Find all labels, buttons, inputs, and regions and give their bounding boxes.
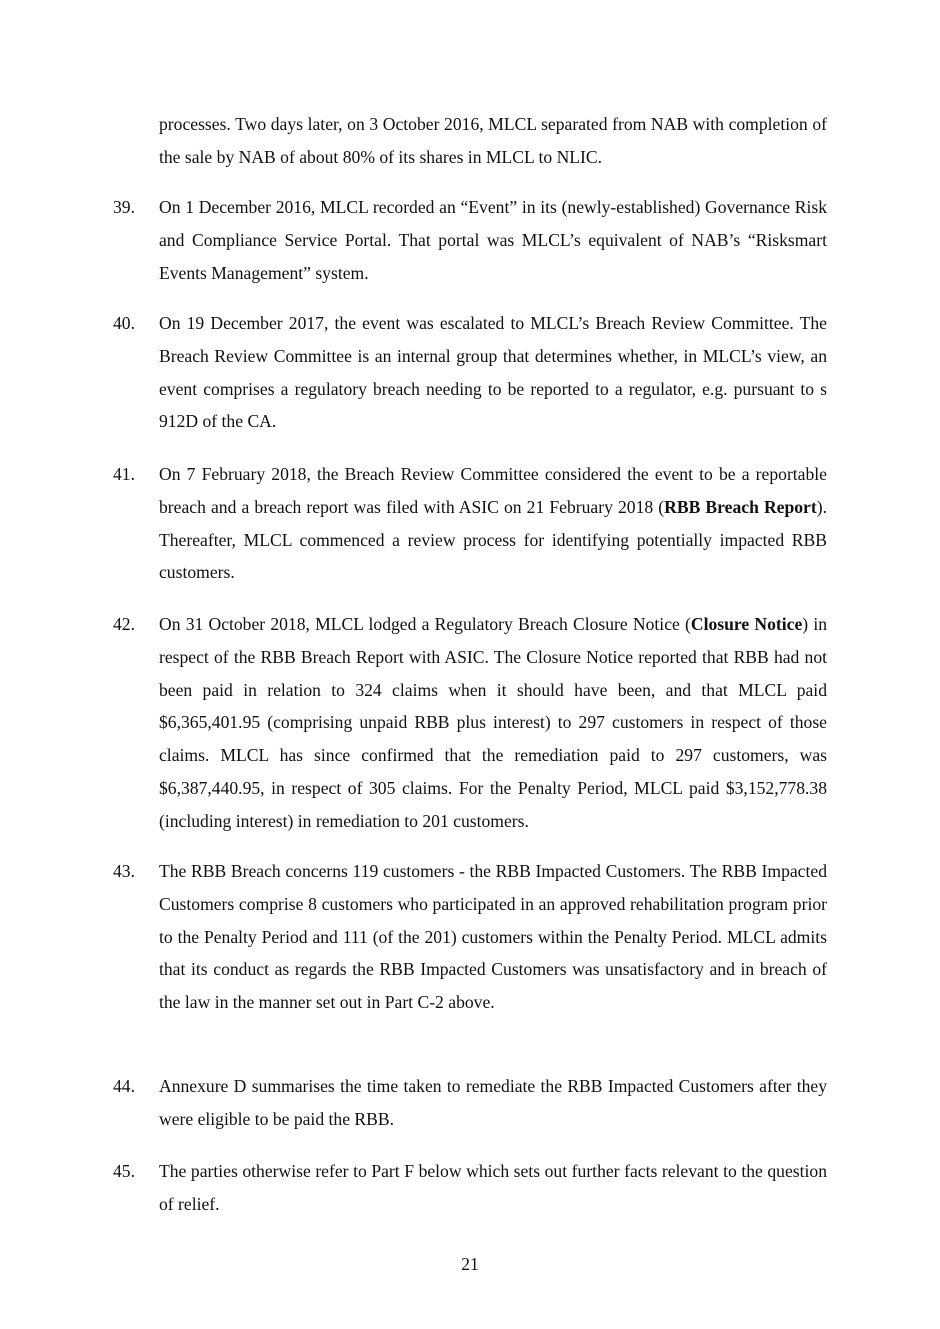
paragraph-continuation bbox=[113, 108, 827, 174]
paragraph-43 bbox=[113, 855, 827, 1019]
paragraph-text bbox=[159, 458, 827, 589]
paragraph-text: processes. Two days later, on 3 October 2016, MLCL separated from NAB with completion of the sale by NAB of about 80% of its shares in MLCL to NLIC. bbox=[159, 114, 827, 167]
defined-term: Closure Notice bbox=[690, 614, 803, 634]
paragraph-text: On 1 December 2016, MLCL recorded an “Event” in its (newly-established) Governance Risk and Compliance Service Portal. That portal was MLCL’s equivalent of NAB’s “Risksmart Events Management” system. bbox=[159, 197, 827, 283]
paragraph-text: Annexure D summarises the time taken to remediate the RBB Impacted Customers after they were eligible to be paid the RBB. bbox=[159, 1076, 827, 1129]
defined-term: RBB Breach Report bbox=[664, 496, 817, 517]
paragraph-40 bbox=[113, 307, 827, 438]
paragraph-number: 42. bbox=[113, 614, 135, 634]
paragraph-number: 39. bbox=[113, 197, 135, 217]
paragraph-text: The RBB Breach concerns 119 customers - the RBB Impacted Customers. The RBB Impacted Customers comprise 8 customers who participated in an approved rehabilitation program prior to the Penalty Period and 111 (of the 201) customers within the Penalty Period. MLCL admits that its conduct as regards the RBB Impacted Customers was unsatisfactory and in breach of the law in the manner set out in Part C-2 above. bbox=[159, 861, 827, 1013]
paragraph-text-part: ) in respect of the RBB Breach Report with ASIC. The Closure Notice reported that RBB had not been paid in relation to 324 claims when it should have been, and that MLCL paid $6,365,401.95 (comprising unpaid RBB plus interest) to 297 customers in respect of those claims. MLCL has since confirmed that the remediation paid to 297 customers, was $6,387,440.95, in respect of 305 claims. For the Penalty Period, MLCL paid $3,152,778.38 (including interest) in remediation to 201 customers. bbox=[159, 614, 828, 831]
paragraph-text: On 19 December 2017, the event was escalated to MLCL’s Breach Review Committee. The Breach Review Committee is an internal group that determines whether, in MLCL’s view, an event comprises a regulatory breach needing to be reported to a regulator, e.g. pursuant to s 912D of the CA. bbox=[159, 313, 827, 432]
paragraph-text-part: On 31 October 2018, MLCL lodged a Regulatory Breach Closure Notice ( bbox=[159, 614, 691, 634]
paragraph-number: 40. bbox=[113, 313, 135, 333]
page-number: 21 bbox=[461, 1254, 479, 1274]
paragraph-number: 43. bbox=[113, 861, 135, 881]
paragraph-number: 45. bbox=[113, 1161, 135, 1181]
paragraph-text: The parties otherwise refer to Part F below which sets out further facts relevant to the question of relief. bbox=[159, 1161, 827, 1214]
paragraph-number: 44. bbox=[113, 1076, 135, 1096]
paragraph-text-part: ). Thereafter, MLCL commenced a review process for identifying potentially impacted RBB customers. bbox=[159, 496, 827, 583]
paragraph-number: 41. bbox=[113, 464, 135, 484]
paragraph-text-part: On 7 February 2018, the Breach Review Committee considered the event to be a reportable breach and a breach report was filed with ASIC on 21 February 2018 ( bbox=[159, 464, 827, 517]
paragraph-44 bbox=[113, 1070, 827, 1136]
paragraph-45 bbox=[113, 1155, 827, 1221]
paragraph-41 bbox=[113, 458, 827, 589]
paragraph-text bbox=[159, 608, 827, 838]
paragraph-42 bbox=[113, 608, 827, 838]
paragraph-39 bbox=[113, 191, 827, 289]
